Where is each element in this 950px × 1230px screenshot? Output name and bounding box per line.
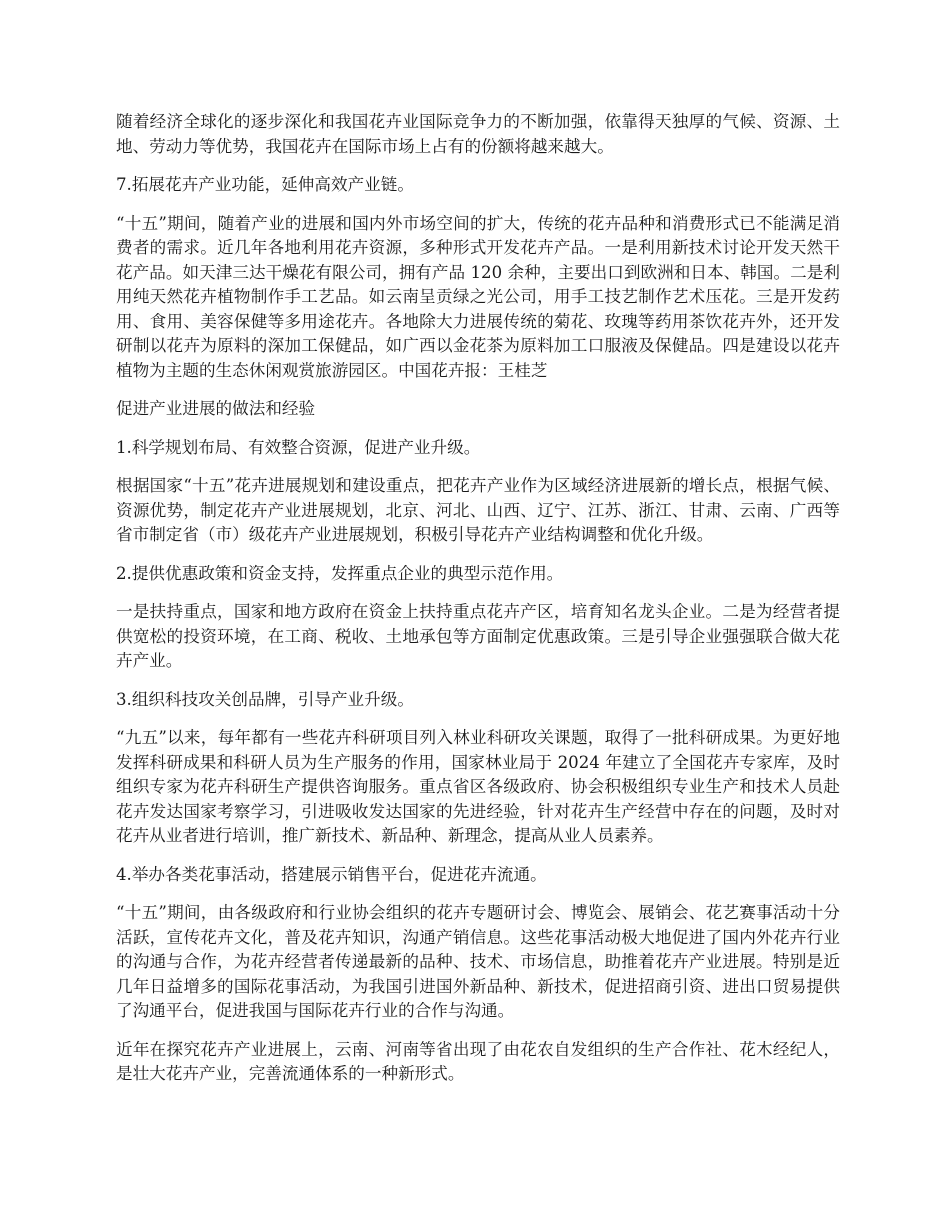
- paragraph-section-1: 根据国家“十五”花卉进展规划和建设重点，把花卉产业作为区域经济进展新的增长点，根据气候、资源优势，制定花卉产业进展规划，北京、河北、山西、辽宁、江苏、浙江、甘肃、云南、广西等省市制定省（市）级花卉产业进展规划，积极引导花卉产业结构调整和优化升级。: [116, 476, 840, 544]
- paragraph-section-4: “十五”期间，由各级政府和行业协会组织的花卉专题研讨会、博览会、展销会、花艺赛事活动十分活跃，宣传花卉文化，普及花卉知识，沟通产销信息。这些花事活动极大地促进了国内外花卉行业的沟通与合作，为花卉经营者传递最新的品种、技术、市场信息，助推着花卉产业进展。特别是近几年日益增多的国际花事活动，为我国引进国外新品种、新技术，促进招商引资、进出口贸易提供了沟通平台，促进我国与国际花卉行业的合作与沟通。: [116, 903, 840, 1020]
- section-heading-3: 3.组织科技攻关创品牌，引导产业升级。: [116, 689, 414, 709]
- section-heading-experience: 促进产业进展的做法和经验: [116, 399, 316, 418]
- paragraph-section-7: “十五”期间，随着产业的进展和国内外市场空间的扩大，传统的花卉品种和消费形式已不能满足消费者的需求。近几年各地利用花卉资源，多种形式开发花卉产品。一是利用新技术讨论开发天然干花产品。如天津三达干燥花有限公司，拥有产品 120 余种，主要出口到欧洲和日本、韩国。二是利用纯天然花卉植物制作手工艺品。如云南呈贡绿之光公司，用手工技艺制作艺术压花。三是开发药用、食用、美容保健等多用途花卉。各地除大力进展传统的菊花、玫瑰等药用茶饮花卉外，还开发研制以花卉为原料的深加工保健品，如广西以金花茶为原料加工口服液及保健品。四是建设以花卉植物为主题的生态休闲观赏旅游园区。中国花卉报：王桂芝: [116, 213, 840, 380]
- section-heading-1: 1.科学规划布局、有效整合资源，促进产业升级。: [116, 437, 481, 457]
- paragraph-section-3: “九五”以来，每年都有一些花卉科研项目列入林业科研攻关课题，取得了一批科研成果。为更好地发挥科研成果和科研人员为生产服务的作用，国家林业局于 2024 年建立了全国花卉专家库，及时组织专家为花卉科研生产提供咨询服务。重点省区各级政府、协会积极组织专业生产和技术人员赴花卉发达国家考察学习，引进吸收发达国家的先进经验，针对花卉生产经营中存在的问题，及时对花卉从业者进行培训，推广新技术、新品种、新理念，提高从业人员素养。: [116, 728, 840, 845]
- paragraph-closing: 近年在探究花卉产业进展上，云南、河南等省出现了由花农自发组织的生产合作社、花木经纪人，是壮大花卉产业，完善流通体系的一种新形式。: [116, 1039, 840, 1083]
- section-heading-2: 2.提供优惠政策和资金支持，发挥重点企业的典型示范作用。: [116, 563, 564, 583]
- paragraph-section-2: 一是扶持重点，国家和地方政府在资金上扶持重点花卉产区，培育知名龙头企业。二是为经营者提供宽松的投资环境，在工商、税收、土地承包等方面制定优惠政策。三是引导企业强强联合做大花卉产业。: [116, 602, 840, 670]
- section-heading-7: 7.拓展花卉产业功能，延伸高效产业链。: [116, 175, 414, 194]
- paragraph-intro: 随着经济全球化的逐步深化和我国花卉业国际竞争力的不断加强，依靠得天独厚的气候、资源、土地、劳动力等优势，我国花卉在国际市场上占有的份额将越来越大。: [116, 112, 840, 156]
- section-heading-4: 4.举办各类花事活动，搭建展示销售平台，促进花卉流通。: [116, 864, 547, 884]
- document-page: [116, 110, 840, 1101]
